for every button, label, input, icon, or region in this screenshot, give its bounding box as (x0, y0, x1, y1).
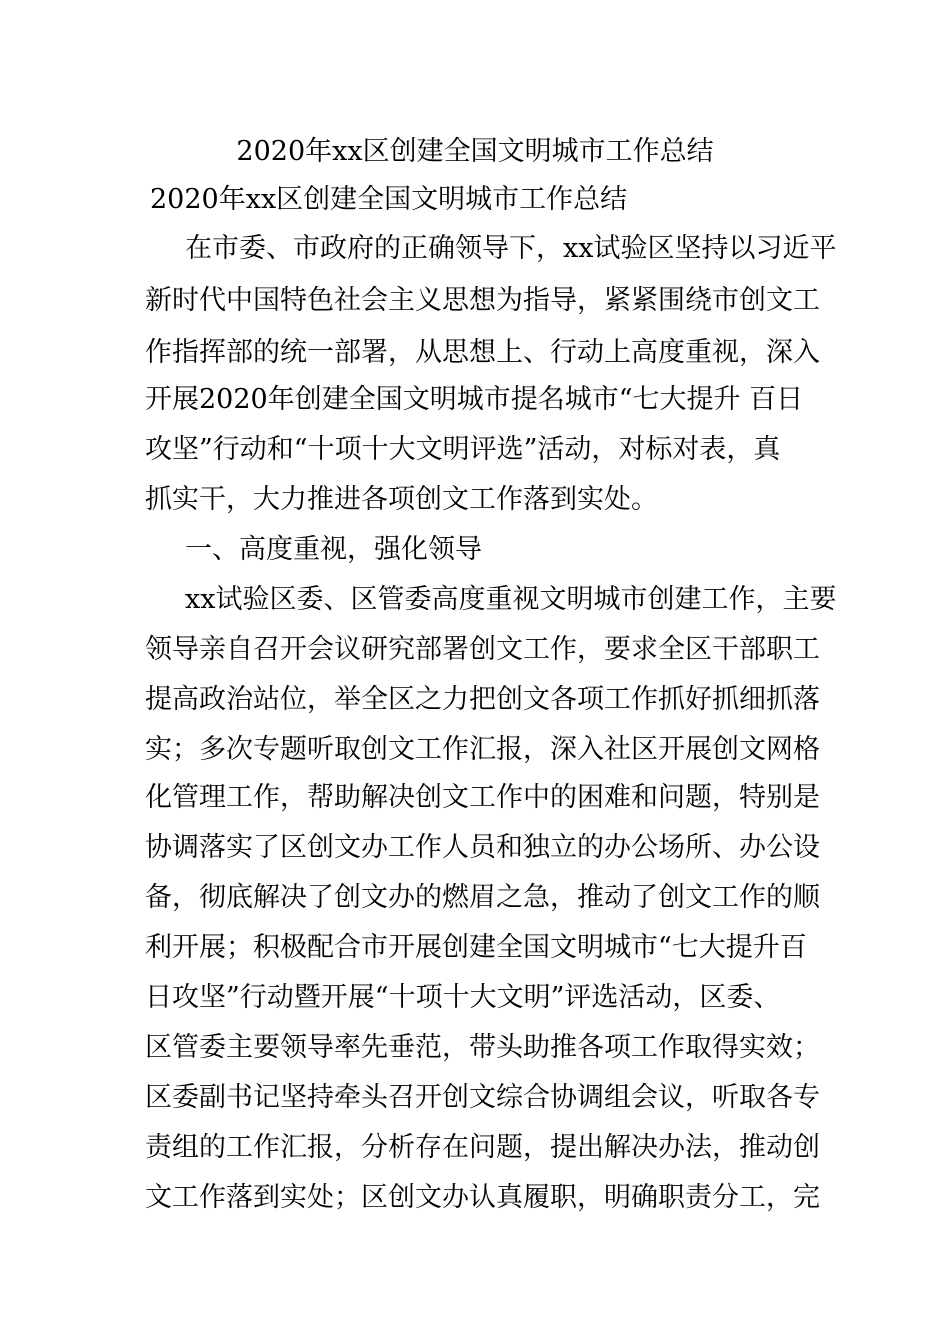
paragraph-line: 文工作落到实处；区创文办认真履职，明确职责分工，完 (145, 1182, 820, 1213)
paragraph-line: 作指挥部的统一部署，从思想上、行动上高度重视，深入 (145, 337, 820, 368)
paragraph-line: 提高政治站位，举全区之力把创文各项工作抓好抓细抓落 (145, 684, 820, 715)
paragraph-line: 区管委主要领导率先垂范，带头助推各项工作取得实效； (145, 1032, 820, 1063)
paragraph-line: 区委副书记坚持牵头召开创文综合协调组会议，听取各专 (145, 1082, 820, 1113)
paragraph-line: 备，彻底解决了创文办的燃眉之急，推动了创文工作的顺 (145, 882, 820, 913)
paragraph-line: 抓实干，大力推进各项创文工作落到实处。 (145, 484, 658, 515)
paragraph-line: xx试验区委、区管委高度重视文明城市创建工作，主要 (185, 584, 837, 615)
paragraph-line: 新时代中国特色社会主义思想为指导，紧紧围绕市创文工 (145, 285, 820, 316)
paragraph-line: 协调落实了区创文办工作人员和独立的办公场所、办公设 (145, 832, 820, 863)
paragraph-line: 开展2020年创建全国文明城市提名城市“七大提升 百日 (145, 384, 804, 415)
paragraph-line: 在市委、市政府的正确领导下，xx试验区坚持以习近平 (185, 233, 837, 264)
paragraph-line: 实；多次专题听取创文工作汇报，深入社区开展创文网格 (145, 734, 820, 765)
paragraph-line: 攻坚”行动和“十项十大文明评选”活动，对标对表，真 (145, 434, 781, 465)
paragraph-line: 利开展；积极配合市开展创建全国文明城市“七大提升百 (145, 932, 807, 963)
paragraph-line: 责组的工作汇报，分析存在问题，提出解决办法，推动创 (145, 1132, 820, 1163)
document-subtitle: 2020年xx区创建全国文明城市工作总结 (150, 184, 628, 215)
paragraph-line: 领导亲自召开会议研究部署创文工作，要求全区干部职工 (145, 634, 820, 665)
section-heading: 一、高度重视，强化领导 (185, 534, 482, 565)
document-title: 2020年xx区创建全国文明城市工作总结 (236, 136, 714, 167)
paragraph-line: 日攻坚”行动暨开展“十项十大文明”评选活动，区委、 (145, 982, 781, 1013)
paragraph-line: 化管理工作，帮助解决创文工作中的困难和问题，特别是 (145, 782, 820, 813)
